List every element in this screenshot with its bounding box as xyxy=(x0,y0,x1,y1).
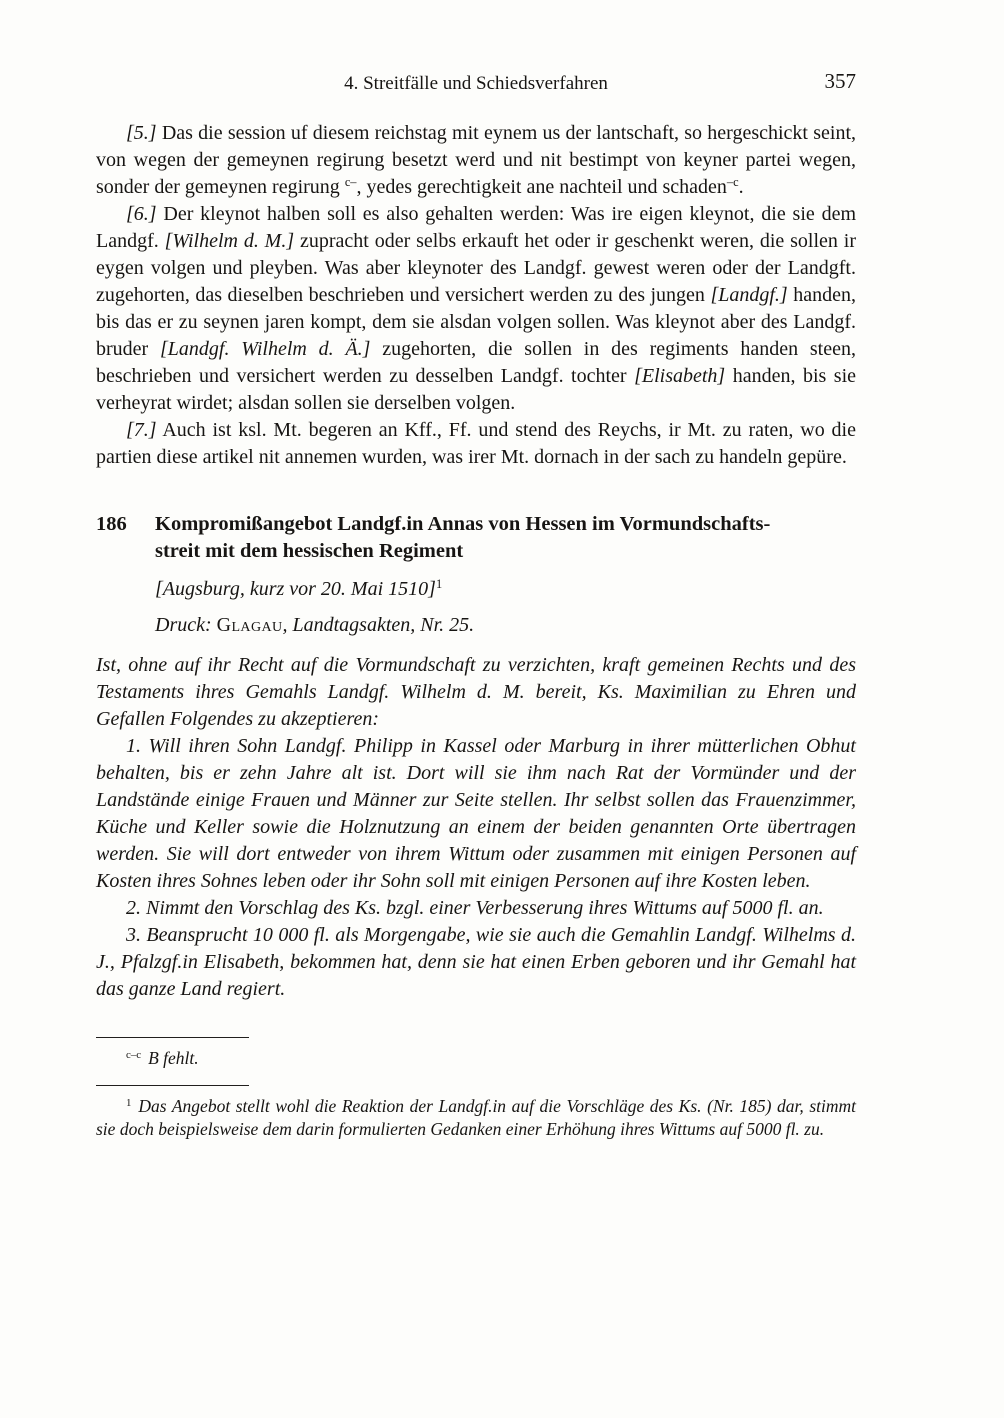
entry-title xyxy=(155,511,856,565)
entry-title-line-1: Kompromißangebot Landgf.in Annas von Hessen im Vormundschafts- xyxy=(155,513,771,535)
footnotes xyxy=(96,1037,856,1141)
entry-dateline: [Augsburg, kurz vor 20. Mai 1510]$^1$ xyxy=(155,577,443,600)
page-header xyxy=(96,70,856,97)
footnote-text: Das Angebot stellt wohl die Reaktion der Landgf.in auf die Vorschläge des Ks. (Nr. 185) dar, stimmt sie doch beispielsweise dem darin formulierten Gedanken einer Erhöhung ihres Wittums auf 5000 fl. zu. xyxy=(96,1096,856,1139)
paragraph-6: [6.] Der kleynot halben soll es also gehalten werden: Was ire eigen kleynot, die sie dem Landgf. [Wilhelm d. M.] zupracht oder selbs erkauft het oder ir geschenkt weren, die sollen ir eygen volgen und pleyben. Was aber kleynoter des Landgf. gewest weren oder der Landgft. zugehorten, das dieselben beschrieben und versichert werden zu des jungen [Landgf.] handen, bis das er zu seynen jaren kompt, dem sie alsdan volgen sollen. Was kleynot aber des Landgf. bruder [Landgf. Wilhelm d. Ä.] zugehorten, die sollen in des regiments handen steen, beschrieben und versichert werden zu desselben Landgf. tochter [Elisabeth] handen, bis sie verheyrat wirdet; alsdan sollen sie derselben volgen. xyxy=(96,203,857,414)
regest-paragraph: 2. Nimmt den Vorschlag des Ks. bzgl. einer Verbesserung ihres Wittums auf 5000 fl. an. xyxy=(126,897,824,919)
critical-apparatus-note xyxy=(96,1047,856,1070)
footnote-rule xyxy=(96,1085,249,1086)
regest xyxy=(96,652,856,1003)
entry-source-line: Druck: Glagau, Landtagsakten, Nr. 25. xyxy=(155,614,475,636)
running-title: 4. Streitfälle und Schiedsverfahren xyxy=(344,73,608,94)
footnote-mark: c–c xyxy=(126,1049,142,1062)
footnote-rule xyxy=(96,1037,249,1038)
footnote-text: B fehlt. xyxy=(148,1048,199,1068)
entry-title-line-2: streit mit dem hessischen Regiment xyxy=(155,540,464,562)
entry-number: 186 xyxy=(96,513,127,535)
regest-paragraph: Ist, ohne auf ihr Recht auf die Vormundschaft zu verzichten, kraft gemeinen Rechts und des Testaments ihres Gemahls Landgf. Wilhelm d. M. bereit, Ks. Maximilian zu Ehren und Gefallen Folgendes zu akzeptieren: xyxy=(96,654,856,730)
footnote-mark: 1 xyxy=(126,1097,132,1110)
regest-paragraph: 3. Beansprucht 10 000 fl. als Morgengabe, wie sie auch die Gemahlin Landgf. Wilhelms d. J., Pfalzgf.in Elisabeth, bekommen hat, denn sie hat einen Erben geboren und ihr Gemahl hat das ganze Land regiert. xyxy=(96,924,856,1000)
text-block xyxy=(96,120,856,1141)
footnote-1 xyxy=(96,1095,856,1141)
regest-paragraph: 1. Will ihren Sohn Landgf. Philipp in Kassel oder Marburg in ihrer mütterlichen Obhut behalten, bis er zehn Jahre alt ist. Dort will sie ihm nach Rat der Vormünder und der Landstände einige Frauen und Männer zur Seite stellen. Ihr selbst sollen das Frauenzimmer, Küche und Keller sowie die Holznutzung an einem der beiden genannten Orte übertragen werden. Sie will dort entweder von ihrem Wittum oder zusammen mit einigen Personen auf Kosten ihres Sohnes leben oder ihr Sohn soll mit einigen Personen auf ihre Kosten leben. xyxy=(96,735,856,892)
paragraph-5: [5.] Das die session uf diesem reichstag mit eynem us der lantschaft, so hergeschickt seint, von wegen der gemeynen regirung besetzt werd und nit bestimpt von keyner partei wegen, sonder der gemeynen regirung $^{c-}$, yedes gerechtigkeit ane nachteil und schaden$^{-c}$. xyxy=(96,122,856,198)
paragraph-7: [7.] Auch ist ksl. Mt. begeren an Kff., Ff. und stend des Reychs, ir Mt. zu raten, wo die partien diese artikel nit annemen wurden, was irer Mt. dornach in der sach zu handeln gepüre. xyxy=(96,419,856,468)
entry-heading xyxy=(96,511,856,565)
page-number: 357 xyxy=(824,69,856,93)
document-entry-186 xyxy=(96,511,856,1003)
